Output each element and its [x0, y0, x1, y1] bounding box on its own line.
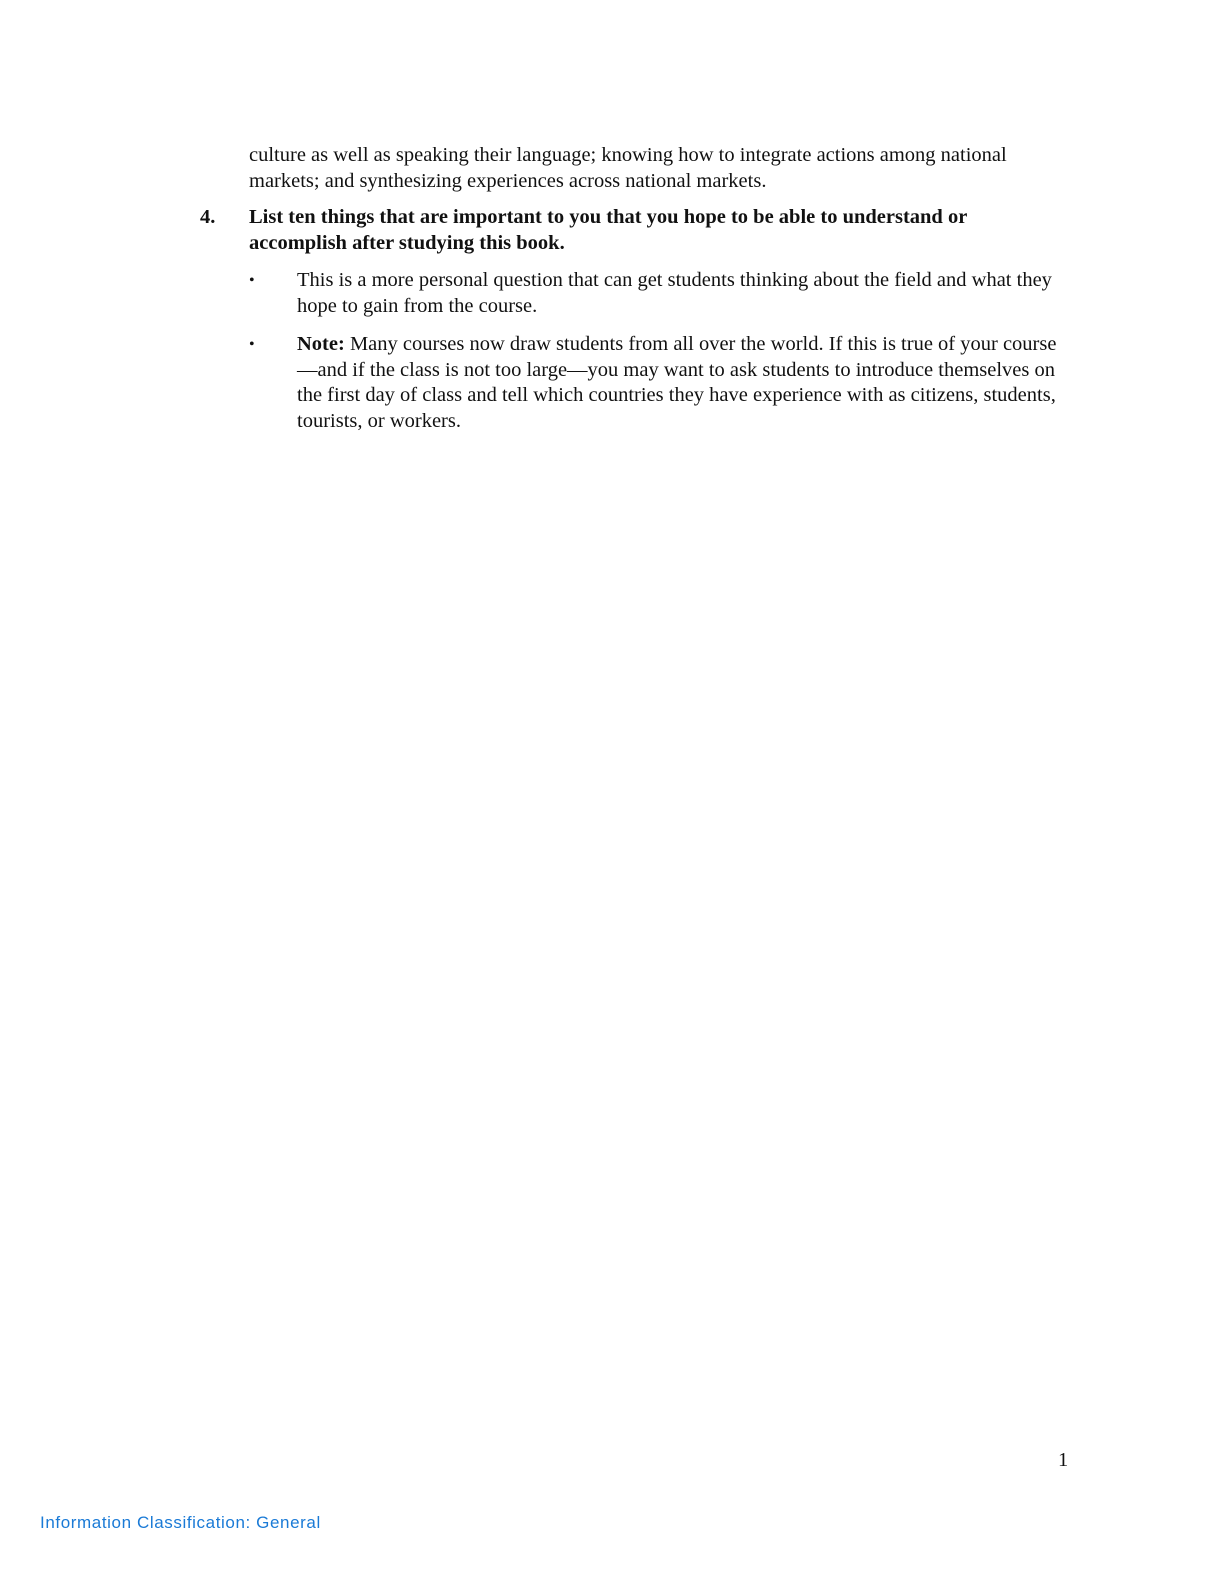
page-number: 1 — [1058, 1449, 1069, 1471]
bullet-icon: • — [249, 272, 255, 289]
note-label: Note: — [297, 333, 345, 355]
bullet-text — [297, 332, 1069, 434]
continuation-paragraph: culture as well as speaking their language; knowing how to integrate actions among national markets; and synthesizing experiences across national markets. — [249, 144, 1007, 192]
bullet-text: This is a more personal question that can get students thinking about the field and what they hope to gain from the course. — [297, 269, 1052, 317]
question-text: List ten things that are important to you that you hope to be able to understand or accomplish after studying this book. — [249, 206, 967, 254]
classification-label: Information Classification: General — [40, 1513, 321, 1532]
question-number: 4. — [200, 206, 216, 228]
bullet-icon: • — [249, 336, 255, 353]
note-text: Many courses now draw students from all over the world. If this is true of your course—and if the class is not too large—you may want to ask students to introduce themselves on the first day of class and tell which countries they have experience with as citizens, students, tourists, or workers. — [297, 333, 1057, 432]
